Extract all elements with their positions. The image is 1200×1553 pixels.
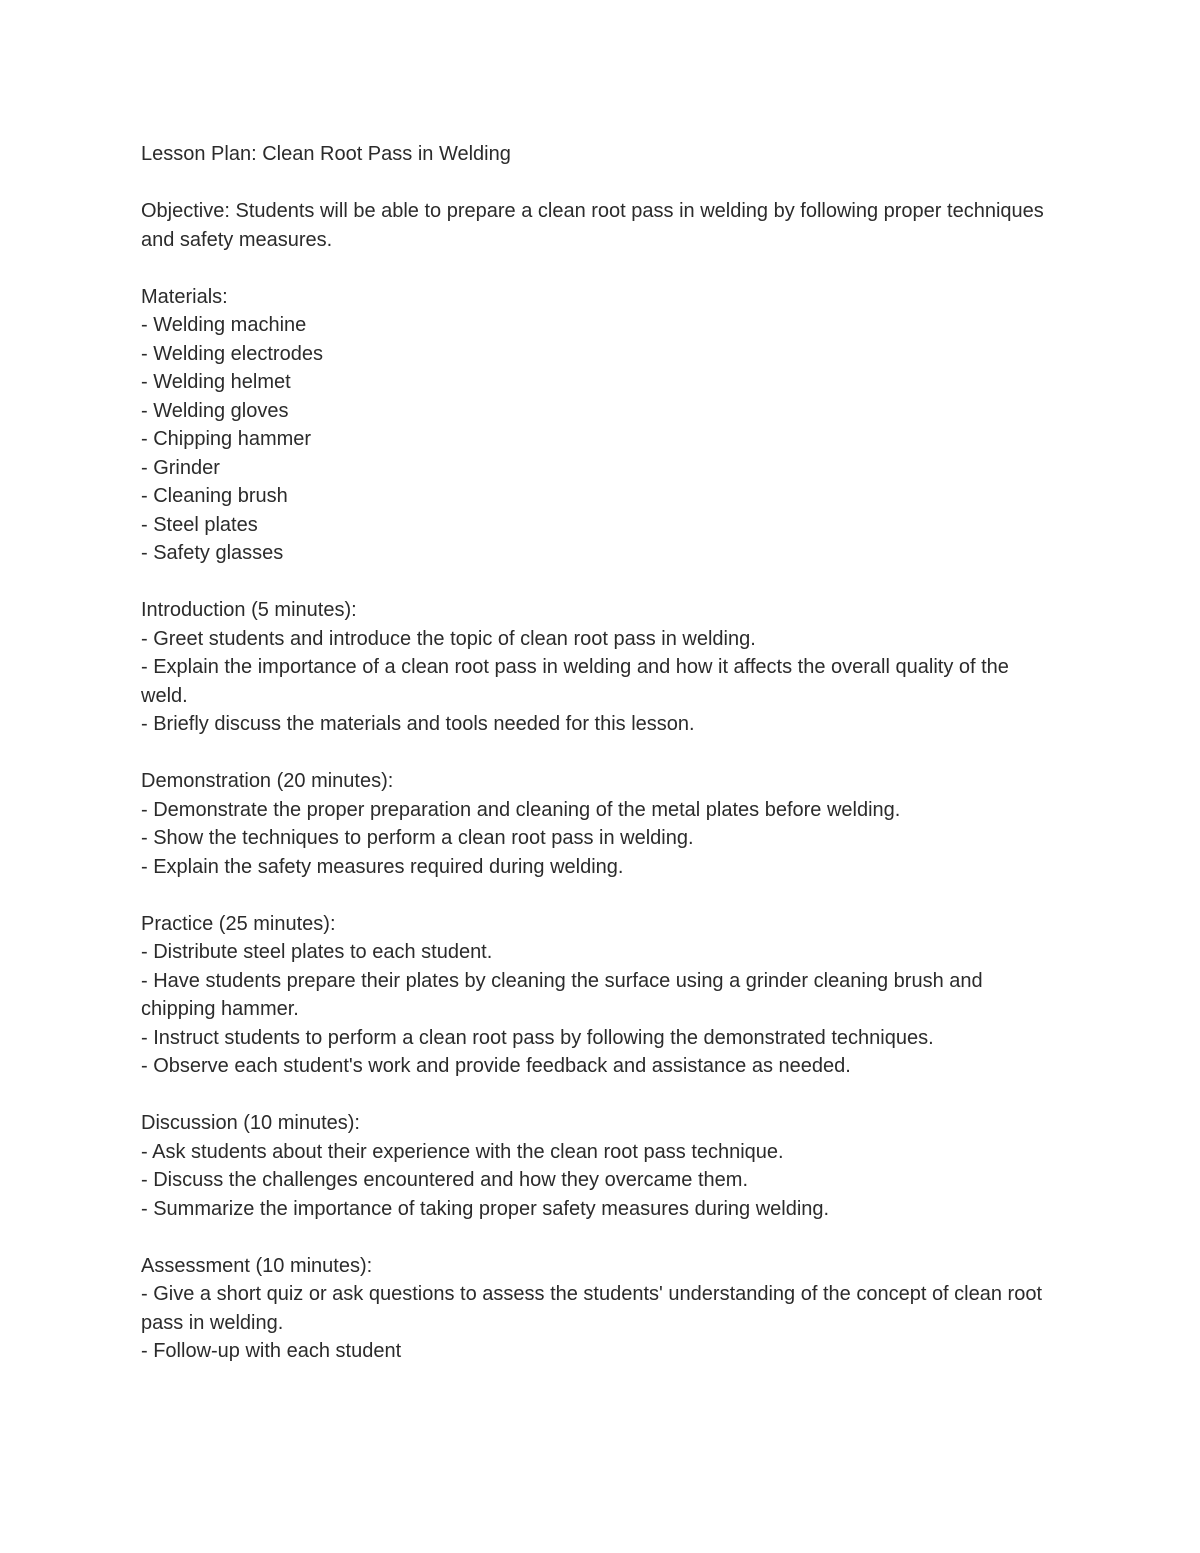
section-heading: Practice (25 minutes): xyxy=(141,912,336,935)
list-item: - Welding gloves xyxy=(141,399,289,422)
section-heading: Materials: xyxy=(141,285,228,308)
list-item: - Instruct students to perform a clean root pass by following the demonstrated techniques. xyxy=(141,1026,934,1049)
section-assessment xyxy=(141,1252,1061,1366)
list-item: - Chipping hammer xyxy=(141,428,312,450)
list-item: - Explain the importance of a clean root pass in welding and how it affects the overall quality of the weld. xyxy=(141,656,1015,707)
list-item: - Welding electrodes xyxy=(141,342,323,365)
list-item: - Give a short quiz or ask questions to assess the students' understanding of the concept of clean root pass in welding. xyxy=(141,1283,1048,1334)
list-item: - Ask students about their experience with the clean root pass technique. xyxy=(141,1140,784,1163)
section-materials xyxy=(141,283,1061,568)
document-page xyxy=(141,140,1061,1366)
list-item: - Greet students and introduce the topic of clean root pass in welding. xyxy=(141,627,756,650)
list-item: - Grinder xyxy=(141,456,220,479)
list-item: - Observe each student's work and provide feedback and assistance as needed. xyxy=(141,1055,851,1077)
section-demonstration xyxy=(141,767,1061,881)
list-item: - Cleaning brush xyxy=(141,485,288,507)
title-block xyxy=(141,140,1061,169)
list-item: - Briefly discuss the materials and tools needed for this lesson. xyxy=(141,713,695,735)
list-item: - Safety glasses xyxy=(141,542,284,564)
list-item: - Welding machine xyxy=(141,314,307,336)
section-practice xyxy=(141,910,1061,1081)
objective-text: Objective: Students will be able to prepare a clean root pass in welding by following proper techniques and safety measures. xyxy=(141,200,1050,251)
section-heading: Demonstration (20 minutes): xyxy=(141,770,394,792)
section-discussion xyxy=(141,1109,1061,1223)
section-heading: Assessment (10 minutes): xyxy=(141,1254,373,1277)
list-item: - Distribute steel plates to each student. xyxy=(141,941,493,963)
list-item: - Have students prepare their plates by cleaning the surface using a grinder cleaning brush and chipping hammer. xyxy=(141,969,989,1020)
objective-block xyxy=(141,197,1061,254)
list-item: - Demonstrate the proper preparation and cleaning of the metal plates before welding. xyxy=(141,798,901,821)
document-title: Lesson Plan: Clean Root Pass in Welding xyxy=(141,143,511,165)
section-heading: Introduction (5 minutes): xyxy=(141,599,357,621)
section-introduction xyxy=(141,596,1061,739)
list-item: - Summarize the importance of taking proper safety measures during welding. xyxy=(141,1197,830,1220)
section-heading: Discussion (10 minutes): xyxy=(141,1112,360,1134)
list-item: - Explain the safety measures required during welding. xyxy=(141,855,624,878)
list-item: - Show the techniques to perform a clean root pass in welding. xyxy=(141,827,694,849)
list-item: - Steel plates xyxy=(141,513,258,536)
list-item: - Discuss the challenges encountered and how they overcame them. xyxy=(141,1169,749,1191)
list-item: - Welding helmet xyxy=(141,371,291,393)
list-item: - Follow-up with each student xyxy=(141,1340,402,1362)
